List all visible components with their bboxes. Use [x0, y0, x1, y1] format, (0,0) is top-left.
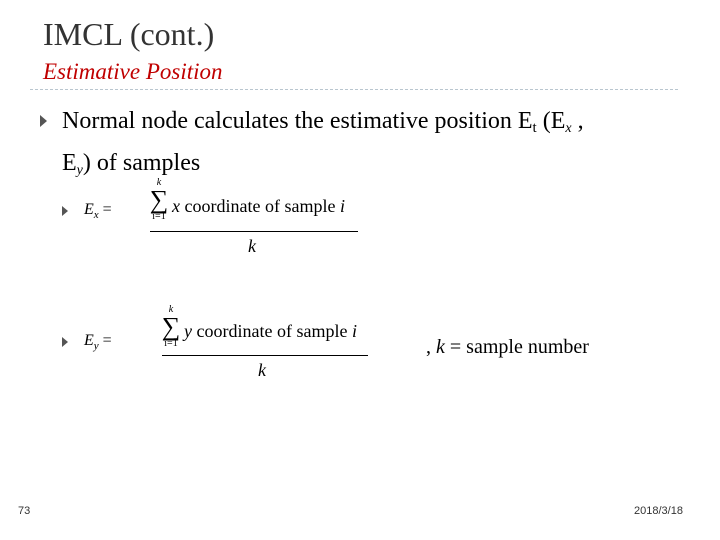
bullet-sub-t: t [532, 120, 537, 136]
note-text: = sample number [444, 336, 589, 358]
ey-num-idx: i [351, 321, 357, 341]
ex-sub: x [93, 209, 99, 221]
ey-numerator [184, 320, 357, 342]
bullet-sub-x: x [565, 121, 572, 136]
ey-denominator: k [258, 360, 266, 380]
ex-var: E [84, 201, 94, 218]
equation-ey-label [84, 331, 112, 356]
title-divider [30, 89, 678, 90]
slide-subtitle: Estimative Position [43, 59, 223, 84]
bullet-line2-end: ) of samples [82, 150, 201, 176]
note-comma: , [426, 336, 431, 358]
ey-sum [160, 305, 182, 349]
ex-num-var: x [172, 196, 180, 216]
ey-fraction-bar [162, 355, 368, 356]
slide-title: IMCL (cont.) [43, 16, 215, 52]
ey-sum-upper: k [168, 304, 174, 315]
ey-var: E [84, 332, 94, 349]
ex-sum-upper: k [156, 177, 162, 188]
ex-fraction-bar [150, 231, 358, 232]
ey-sub: y [93, 340, 99, 352]
ex-sum-symbol: ∑ [149, 185, 169, 214]
note-var: k [436, 336, 445, 358]
bullet-line1-mid: (E [536, 108, 566, 134]
bullet-line2-text: E [62, 150, 77, 176]
ex-denominator: k [248, 236, 256, 256]
ey-equals: = [102, 332, 112, 349]
ey-sum-lower: i=1 [164, 338, 178, 349]
main-bullet [62, 104, 682, 188]
ey-num-text: coordinate of sample [192, 321, 352, 341]
sub-bullet-arrow-icon [62, 337, 68, 347]
sample-number-note [426, 335, 589, 359]
ex-numerator [172, 195, 345, 217]
ex-num-idx: i [339, 196, 345, 216]
ey-num-var: y [184, 321, 192, 341]
bullet-arrow-icon [40, 115, 47, 127]
slide-date: 2018/3/18 [634, 505, 683, 517]
equation-ex-label [84, 200, 112, 225]
ey-sum-symbol: ∑ [161, 312, 181, 341]
ex-sum [148, 178, 170, 222]
slide-number: 73 [18, 505, 31, 517]
bullet-line1-end: , [571, 108, 584, 134]
ex-equals: = [102, 201, 112, 218]
ex-num-text: coordinate of sample [180, 196, 340, 216]
sub-bullet-arrow-icon [62, 206, 68, 216]
ex-sum-lower: i=1 [152, 211, 166, 222]
bullet-line1-text: Normal node calculates the estimative position E [62, 108, 533, 134]
bullet-sub-y: y [76, 163, 83, 178]
